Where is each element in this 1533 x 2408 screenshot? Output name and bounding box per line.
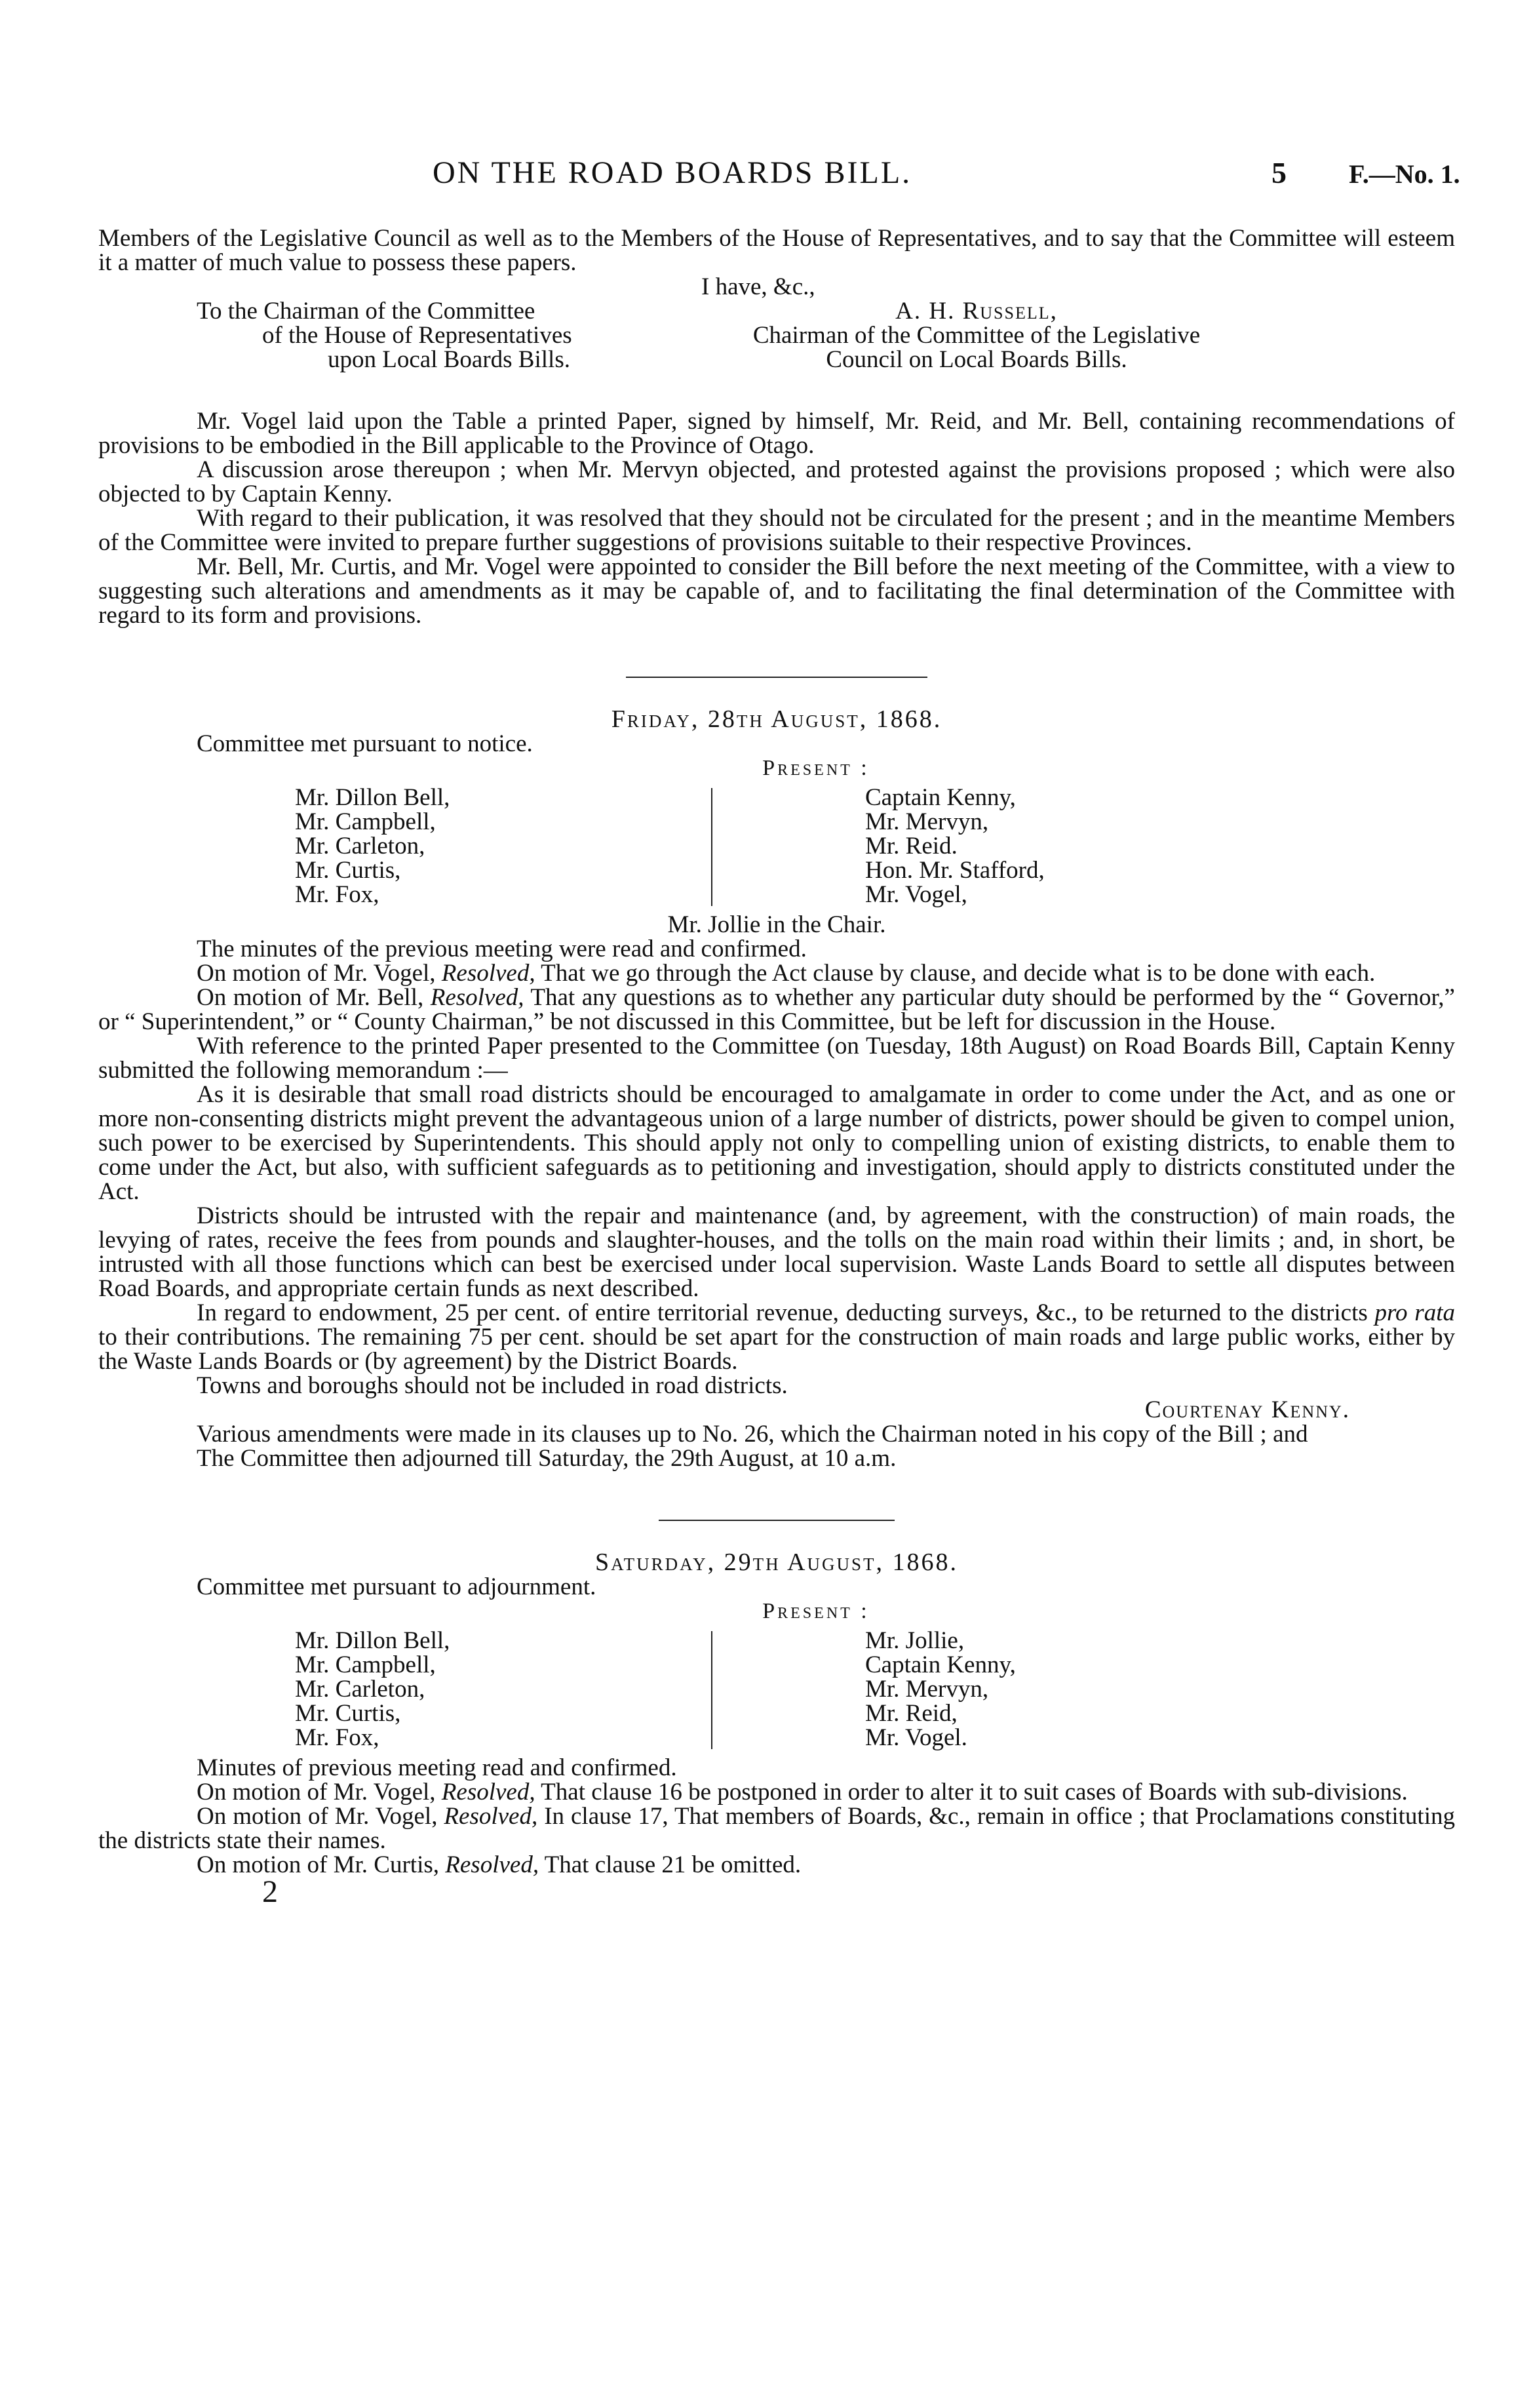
resolved-italic: Resolved, bbox=[445, 1851, 539, 1878]
member-name: Mr. Curtis, bbox=[295, 1700, 401, 1727]
adjournment-line: The Committee then adjourned till Saturday, the 29th August, at 10 a.m. bbox=[197, 1445, 897, 1472]
memorandum-paragraph: Districts should be intrusted with the repair and maintenance (and, by agreement, with the construction) of main roads, the levying of rates, receive the fees from pounds and slaughter-houses, and the tolls on the main road within their limits ; and, in short, be intrusted with all those functions which can best be exercised under local supervision. Waste Lands Board to settle all disputes between Road Boards, and appropriate certain funds as next described. bbox=[98, 1202, 1455, 1302]
pro-rata-italic: pro rata bbox=[1374, 1299, 1455, 1326]
member-name: Mr. Carleton, bbox=[295, 833, 425, 859]
text-run: On motion of Mr. Vogel, bbox=[197, 960, 442, 987]
resolved-italic: Resolved, bbox=[430, 984, 524, 1011]
paragraph bbox=[98, 985, 1455, 1034]
member-name: Mr. Fox, bbox=[295, 881, 379, 908]
signature-name: A. H. Russell, bbox=[895, 298, 1058, 325]
paragraph bbox=[98, 1780, 1455, 1804]
member-name: Mr. Dillon Bell, bbox=[295, 784, 450, 811]
paragraph: Mr. Bell, Mr. Curtis, and Mr. Vogel were appointed to consider the Bill before the next meeting of the Committee, with a view to suggesting such alterations and amendments as it may be capable of, and to facilitating the final determination of the Committee with regard to its form and provisions. bbox=[98, 553, 1455, 629]
memorandum-paragraph: As it is desirable that small road districts should be encouraged to amalgamate in order to come under the Act, and as one or more non-consenting districts might prevent the advantageous union of a large number of districts, power should be given to compel union, such power to be exercised by Superintendents. This should apply not only to compelling union of existing districts, to enable them to come under the Act, but also, with sufficient safeguards as to petitioning and investigation, should apply to districts constituted under the Act. bbox=[98, 1081, 1455, 1205]
page-number: 5 bbox=[1271, 156, 1287, 189]
members-left-column bbox=[295, 1628, 450, 1750]
column-divider bbox=[711, 1631, 712, 1749]
letter-text: Members of the Legislative Council as well as to the Members of the House of Representatives, and to say that the Committee will esteem it a matter of much value to possess these papers. bbox=[98, 225, 1455, 276]
section-divider bbox=[626, 677, 927, 678]
text-run: That clause 16 be postponed in order to alter it to suit cases of Boards with sub-divisions. bbox=[535, 1779, 1408, 1806]
paragraph: Mr. Vogel laid upon the Table a printed Paper, signed by himself, Mr. Reid, and Mr. Bell, containing recommendations of provisions to be embodied in the Bill applicable to the Province of Otago. bbox=[98, 408, 1455, 459]
text-run: to their contributions. The remaining 75 per cent. should be set apart for the construction of main roads and large public works, either by the Waste Lands Boards or (by agreement) by the District Boards. bbox=[98, 1324, 1455, 1375]
paragraph bbox=[98, 1804, 1455, 1853]
memorandum-paragraph: Towns and boroughs should not be included in road districts. bbox=[197, 1372, 788, 1399]
signature-title: Council on Local Boards Bills. bbox=[826, 346, 1127, 373]
present-label: Present : bbox=[762, 1599, 870, 1623]
text-run: That any questions as to whether any particular duty should be performed by the “ Governor,” or “ Superintendent,” or “ County Chairman,” be not discussed in this Committee, but be left for discussion in the House. bbox=[98, 984, 1455, 1035]
member-name: Mr. Carleton, bbox=[295, 1676, 425, 1703]
member-name: Captain Kenny, bbox=[865, 784, 1016, 811]
meeting-intro: Committee met pursuant to adjournment. bbox=[197, 1573, 596, 1600]
text-run: On motion of Mr. Vogel, bbox=[197, 1779, 442, 1806]
meeting-date: Saturday, 29th August, 1868. bbox=[595, 1549, 958, 1576]
member-name: Mr. Jollie, bbox=[865, 1627, 965, 1654]
resolved-italic: Resolved, bbox=[441, 1779, 535, 1806]
paragraph: A discussion arose thereupon ; when Mr. Mervyn objected, and protested against the provisions proposed ; which were also objected to by Captain Kenny. bbox=[98, 456, 1455, 507]
letter-closing: I have, &c., bbox=[701, 273, 815, 300]
text-run: That clause 21 be omitted. bbox=[539, 1851, 802, 1878]
page-header bbox=[0, 155, 1533, 200]
addressee-line: To the Chairman of the Committee bbox=[197, 298, 535, 325]
member-name: Mr. Mervyn, bbox=[865, 808, 989, 835]
paragraph bbox=[98, 1853, 1455, 1877]
member-name: Mr. Mervyn, bbox=[865, 1676, 989, 1703]
member-name: Mr. Dillon Bell, bbox=[295, 1627, 450, 1654]
text-run: On motion of Mr. Bell, bbox=[197, 984, 431, 1011]
present-label: Present : bbox=[762, 756, 870, 780]
text-run: On motion of Mr. Vogel, bbox=[197, 1803, 444, 1830]
members-right-column bbox=[865, 785, 1045, 907]
column-divider bbox=[711, 788, 712, 906]
resolved-italic: Resolved, bbox=[444, 1803, 538, 1830]
paragraph bbox=[98, 961, 1455, 985]
member-name: Mr. Vogel, bbox=[865, 881, 967, 908]
running-title: ON THE ROAD BOARDS BILL. bbox=[433, 155, 912, 190]
letter-addressee bbox=[197, 299, 669, 372]
member-name: Mr. Campbell, bbox=[295, 1651, 436, 1678]
text-run: On motion of Mr. Curtis, bbox=[197, 1851, 446, 1878]
memorandum-paragraph bbox=[98, 1301, 1455, 1373]
signature-mark: 2 bbox=[262, 1874, 278, 1909]
member-name: Mr. Curtis, bbox=[295, 857, 401, 884]
addressee-line: of the House of Representatives bbox=[262, 322, 572, 349]
text-run: In clause 17, That members of Boards, &c., remain in office ; that Proclamations constituting the districts state their names. bbox=[98, 1803, 1455, 1854]
member-name: Hon. Mr. Stafford, bbox=[865, 857, 1045, 884]
meeting-intro: Committee met pursuant to notice. bbox=[197, 730, 533, 757]
member-name: Mr. Reid, bbox=[865, 1700, 958, 1727]
member-name: Mr. Campbell, bbox=[295, 808, 436, 835]
chair-line: Mr. Jollie in the Chair. bbox=[667, 911, 886, 938]
resolved-italic: Resolved, bbox=[441, 960, 535, 987]
member-name: Mr. Fox, bbox=[295, 1724, 379, 1751]
signature-title: Chairman of the Committee of the Legislative bbox=[752, 322, 1201, 349]
member-name: Captain Kenny, bbox=[865, 1651, 1016, 1678]
paper-reference: F.—No. 1. bbox=[1349, 159, 1460, 189]
members-present-list bbox=[98, 1628, 1455, 1753]
member-name: Mr. Reid. bbox=[865, 833, 958, 859]
letter-signature bbox=[675, 299, 1278, 372]
paragraph: With reference to the printed Paper presented to the Committee (on Tuesday, 18th August) on Road Boards Bill, Captain Kenny submitted the following memorandum :— bbox=[98, 1033, 1455, 1084]
member-name: Mr. Vogel. bbox=[865, 1724, 967, 1751]
letter-closing-block bbox=[98, 275, 1455, 399]
text-run: That we go through the Act clause by clause, and decide what is to be done with each. bbox=[535, 960, 1376, 987]
page-body bbox=[98, 225, 1455, 1909]
members-right-column bbox=[865, 1628, 1016, 1750]
paragraph: The minutes of the previous meeting were read and confirmed. bbox=[197, 936, 807, 962]
addressee-line: upon Local Boards Bills. bbox=[328, 346, 570, 373]
paragraph: Various amendments were made in its clauses up to No. 26, which the Chairman noted in his copy of the Bill ; and bbox=[197, 1421, 1308, 1448]
members-left-column bbox=[295, 785, 450, 907]
paragraph: With regard to their publication, it was resolved that they should not be circulated for the present ; and in the meantime Members of the Committee were invited to prepare further suggestions of provisions suitable to their respective Provinces. bbox=[98, 505, 1455, 556]
meeting-date: Friday, 28th August, 1868. bbox=[611, 705, 942, 733]
memorandum-signature: Courtenay Kenny. bbox=[1144, 1396, 1350, 1423]
text-run: In regard to endowment, 25 per cent. of entire territorial revenue, deducting surveys, &c., to be returned to the districts bbox=[197, 1299, 1375, 1326]
section-divider bbox=[659, 1520, 895, 1521]
paragraph: Minutes of previous meeting read and confirmed. bbox=[197, 1754, 677, 1781]
members-present-list bbox=[98, 785, 1455, 910]
